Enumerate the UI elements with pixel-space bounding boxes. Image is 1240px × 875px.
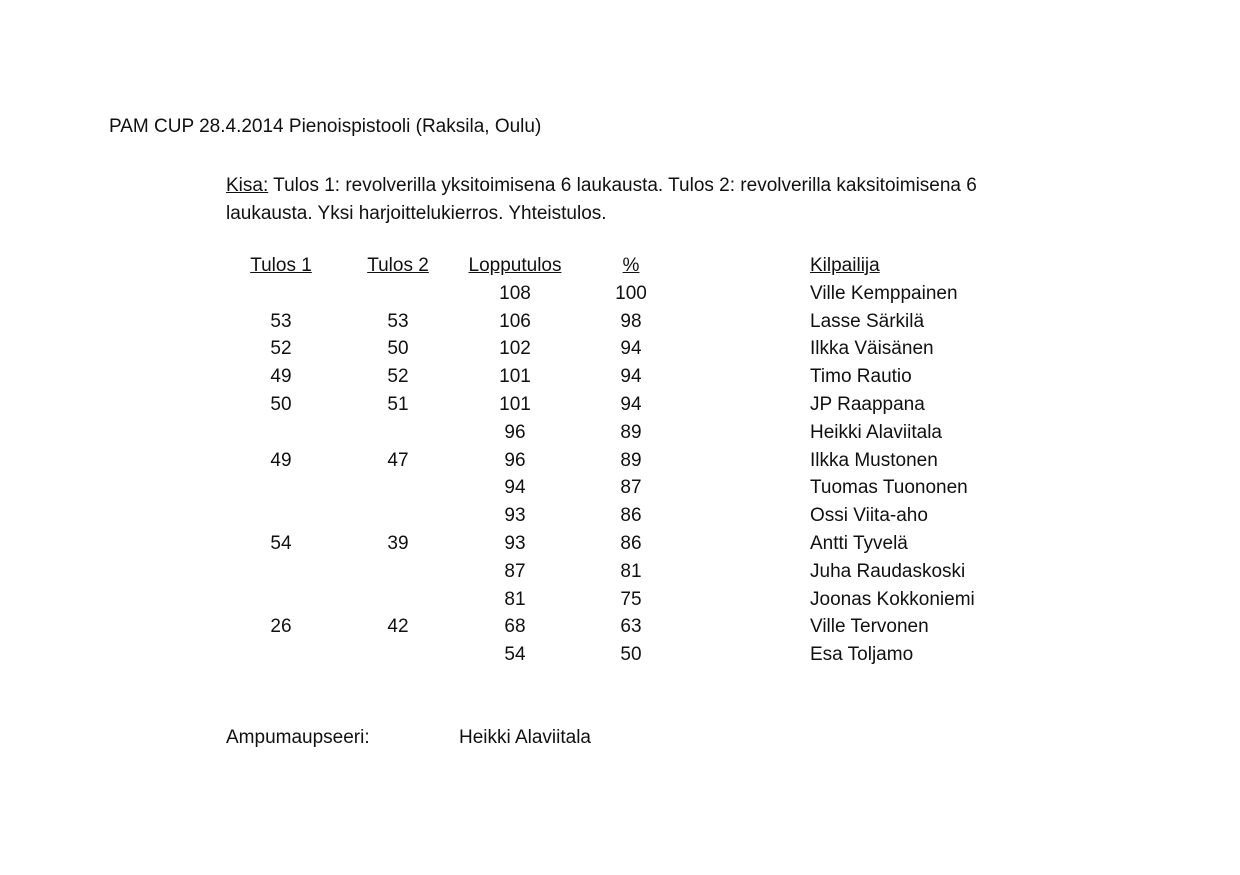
- officer-label: Ampumaupseeri:: [226, 727, 370, 748]
- cell-tulos2: 50: [387, 338, 409, 360]
- table-header-row: [0, 255, 1240, 283]
- cell-tulos1: 49: [270, 366, 292, 388]
- table-row: [0, 283, 1240, 311]
- header-tulos2: Tulos 2: [367, 255, 429, 276]
- competition-description: [226, 172, 1026, 228]
- table-row: [0, 644, 1240, 672]
- table-row: [0, 311, 1240, 339]
- cell-kilpailija: Antti Tyvelä: [810, 532, 908, 554]
- cell-percent: 75: [620, 588, 642, 610]
- cell-lopputulos: 54: [504, 644, 526, 666]
- cell-tulos2: 53: [387, 310, 409, 332]
- header-lopputulos: Lopputulos: [468, 255, 562, 276]
- cell-tulos1: 49: [270, 449, 292, 471]
- table-body: [0, 283, 1240, 672]
- header-percent: %: [622, 255, 640, 276]
- cell-tulos2: 42: [387, 616, 409, 638]
- cell-percent: 50: [620, 644, 642, 666]
- cell-lopputulos: 68: [504, 616, 526, 638]
- header-kilpailija: Kilpailija: [810, 255, 880, 276]
- table-row: [0, 616, 1240, 644]
- cell-percent: 89: [620, 449, 642, 471]
- cell-lopputulos: 101: [499, 393, 531, 415]
- cell-lopputulos: 96: [504, 449, 526, 471]
- cell-lopputulos: 93: [504, 505, 526, 527]
- officer-name: Heikki Alaviitala: [459, 727, 591, 748]
- results-table: [0, 255, 1240, 672]
- cell-lopputulos: 93: [504, 532, 526, 554]
- table-row: [0, 533, 1240, 561]
- cell-kilpailija: JP Raappana: [810, 393, 925, 415]
- table-row: [0, 394, 1240, 422]
- cell-kilpailija: Tuomas Tuononen: [810, 477, 968, 499]
- description-text-1: Tulos 1: revolverilla yksitoimisena 6 laukausta. Tulos 2: revolverilla kaksitoimisena 6: [268, 175, 977, 196]
- cell-lopputulos: 102: [499, 338, 531, 360]
- cell-percent: 86: [620, 505, 642, 527]
- cell-percent: 94: [620, 338, 642, 360]
- cell-kilpailija: Ilkka Mustonen: [810, 449, 938, 471]
- cell-tulos1: 50: [270, 393, 292, 415]
- cell-percent: 81: [620, 560, 642, 582]
- cell-tulos2: 39: [387, 532, 409, 554]
- table-row: [0, 338, 1240, 366]
- cell-percent: 89: [620, 421, 642, 443]
- cell-kilpailija: Joonas Kokkoniemi: [810, 588, 975, 610]
- cell-percent: 94: [620, 366, 642, 388]
- cell-lopputulos: 94: [504, 477, 526, 499]
- cell-lopputulos: 106: [499, 310, 531, 332]
- table-row: [0, 422, 1240, 450]
- cell-kilpailija: Heikki Alaviitala: [810, 421, 942, 443]
- cell-tulos1: 53: [270, 310, 292, 332]
- cell-kilpailija: Lasse Särkilä: [810, 310, 925, 332]
- cell-percent: 86: [620, 532, 642, 554]
- cell-tulos1: 54: [270, 532, 292, 554]
- cell-lopputulos: 87: [504, 560, 526, 582]
- table-row: [0, 477, 1240, 505]
- description-line-1: [226, 172, 1026, 200]
- cell-tulos2: 51: [387, 393, 409, 415]
- table-row: [0, 366, 1240, 394]
- cell-kilpailija: Juha Raudaskoski: [810, 560, 966, 582]
- header-tulos1: Tulos 1: [250, 255, 312, 276]
- cell-tulos1: 26: [270, 616, 292, 638]
- cell-tulos2: 47: [387, 449, 409, 471]
- cell-percent: 98: [620, 310, 642, 332]
- document-title: PAM CUP 28.4.2014 Pienoispistooli (Raksila, Oulu): [109, 116, 542, 137]
- cell-lopputulos: 101: [499, 366, 531, 388]
- description-line-2: laukausta. Yksi harjoittelukierros. Yhteistulos.: [226, 203, 607, 224]
- cell-tulos1: 52: [270, 338, 292, 360]
- table-row: [0, 561, 1240, 589]
- cell-lopputulos: 96: [504, 421, 526, 443]
- cell-percent: 63: [620, 616, 642, 638]
- cell-percent: 87: [620, 477, 642, 499]
- cell-tulos2: 52: [387, 366, 409, 388]
- table-row: [0, 505, 1240, 533]
- cell-lopputulos: 108: [499, 282, 531, 304]
- cell-kilpailija: Esa Toljamo: [810, 644, 914, 666]
- cell-kilpailija: Timo Rautio: [810, 366, 912, 388]
- cell-lopputulos: 81: [504, 588, 526, 610]
- table-row: [0, 589, 1240, 617]
- description-label: Kisa:: [226, 175, 269, 196]
- cell-kilpailija: Ossi Viita-aho: [810, 505, 928, 527]
- cell-kilpailija: Ilkka Väisänen: [810, 338, 934, 360]
- cell-percent: 100: [615, 282, 647, 304]
- table-row: [0, 450, 1240, 478]
- cell-kilpailija: Ville Tervonen: [810, 616, 929, 638]
- cell-kilpailija: Ville Kemppainen: [810, 282, 958, 304]
- cell-percent: 94: [620, 393, 642, 415]
